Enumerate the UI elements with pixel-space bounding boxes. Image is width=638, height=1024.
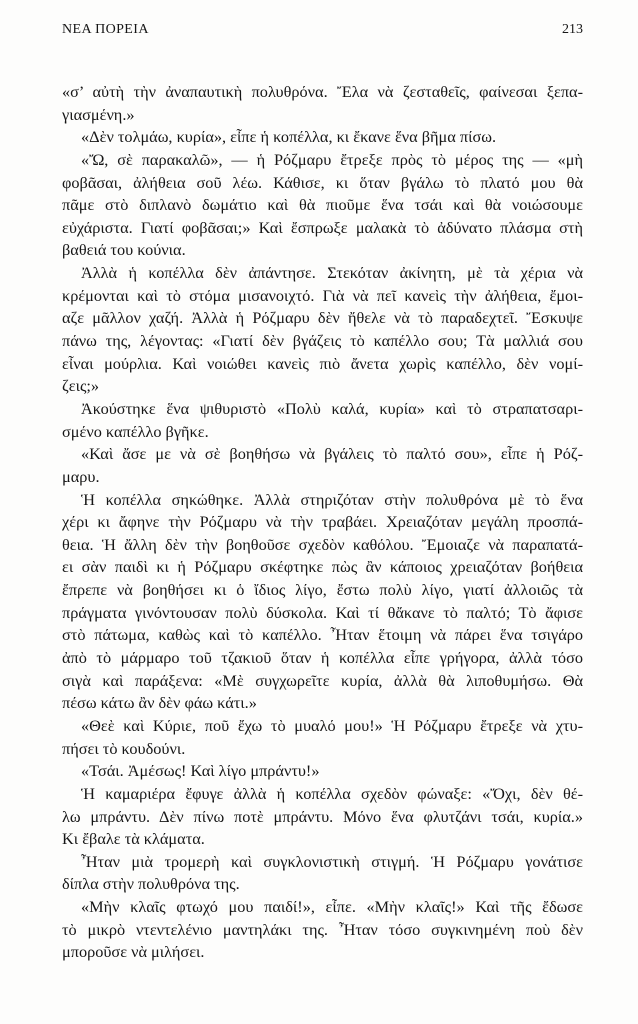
- text-line: «Δὲν τολμάω, κυρία», εἶπε ἡ κοπέλλα, κι ἔκανε ἕνα βῆμα πίσω.: [81, 127, 497, 147]
- paragraph: [62, 896, 583, 964]
- text-line: Ἀκούστηκε ἕνα ψιθυριστὸ «Πολὺ καλά, κυρία» καὶ τὸ στραπατσαρι-: [81, 398, 583, 418]
- text-line: μαρυ.: [62, 466, 100, 486]
- text-line: φοβᾶσαι, ἀλήθεια σοῦ λέω. Κάθισε, κι ὅταν βγάλω τὸ πλατό μου θὰ: [62, 172, 583, 192]
- text-line: «Καὶ ἄσε με νὰ σὲ βοηθήσω νὰ βγάλεις τὸ παλτό σου», εἶπε ἡ Ρόζ-: [81, 444, 583, 464]
- text-line: «σ’ αὐτὴ τὴν ἀναπαυτικὴ πολυθρόνα. Ἔλα νὰ ζεσταθεῖς, φαίνεσαι ξεπα-: [62, 82, 583, 101]
- text-line: «Μὴν κλαῖς φτωχό μου παιδί!», εἶπε. «Μὴν κλαῖς!» Καὶ τῆς ἔδωσε: [81, 897, 583, 917]
- paragraph: [62, 81, 583, 126]
- text-line: πᾶμε στὸ διπλανὸ δωμάτιο καὶ θὰ πιοῦμε ἕνα τσάι καὶ θὰ νοιώσουμε: [62, 195, 583, 215]
- text-line: Ἦταν μιὰ τρομερὴ καὶ συγκλονιστικὴ στιγμή. Ἡ Ρόζμαρυ γονάτισε: [81, 851, 583, 871]
- text-line: κρέμονται καὶ τὸ στόμα μισανοιχτό. Γιὰ νὰ πεῖ κανεὶς τὴν ἀλήθεια, ἔμοι-: [62, 285, 583, 305]
- text-line: ἔπρεπε νὰ βοηθήσει κι ὁ ἴδιος λίγο, ἔστω πολὺ λίγο, γιατί ἀλλοιῶς τὰ: [62, 580, 583, 600]
- paragraph: [62, 783, 583, 851]
- text-line: βαθειά του κούνια.: [62, 240, 186, 260]
- text-line: τὸ μικρὸ ντεντελένιο μαντηλάκι της. Ἦταν τόσο συγκινημένη ποὺ δὲν: [62, 919, 583, 939]
- text-line: ει σὰν παιδὶ κι ἡ Ρόζμαρυ σκέφτηκε πὼς ἂν κάποιος χρειαζόταν βοήθεια: [62, 557, 583, 577]
- text-line: πήσει τὸ κουδούνι.: [62, 738, 186, 758]
- paragraph: [62, 262, 583, 398]
- text-line: πέσω κάτω ἂν δὲν φάω κάτι.»: [62, 693, 257, 713]
- text-line: σιγὰ καὶ παράξενα: «Μὲ συγχωρεῖτε κυρία, ἀλλὰ θὰ λιποθυμήσω. Θὰ: [62, 670, 583, 690]
- running-head: [62, 20, 583, 40]
- text-line: «Ὤ, σὲ παρακαλῶ», — ἡ Ρόζμαρυ ἔτρεξε πρὸς τὸ μέρος της — «μὴ: [81, 149, 583, 169]
- text-line: γιασμένη.»: [62, 104, 135, 124]
- text-line: εἶναι μούρλια. Καὶ νοιώθει κανεὶς πιὸ ἄνετα χωρὶς καπέλλο, δὲν νομί-: [62, 353, 583, 373]
- paragraph: [62, 126, 583, 149]
- text-line: εὐχάριστα. Γιατί φοβᾶσαι;» Καὶ ἔσπρωξε μαλακὰ τὸ ἀδύνατο πλάσμα στὴ: [62, 217, 583, 237]
- page-number: 213: [562, 22, 583, 37]
- text-line: πάνω της, λέγοντας: «Γιατί δὲν βγάζεις τὸ καπέλλο σου; Τὰ μαλλιά σου: [62, 331, 583, 351]
- paragraph: [62, 851, 583, 896]
- text-line: σμένο καπέλλο βγῆκε.: [62, 421, 209, 441]
- text-line: αζε μᾶλλον χαζή. Ἀλλὰ ἡ Ρόζμαρυ δὲν ἤθελε νὰ τὸ παραδεχτεῖ. Ἔσκυψε: [62, 308, 583, 328]
- text-line: «Τσάι. Ἀμέσως! Καὶ λίγο μπράντυ!»: [81, 761, 320, 781]
- paragraph: [62, 489, 583, 715]
- paragraph: [62, 760, 583, 783]
- text-line: στὸ πάτωμα, καθὼς καὶ τὸ καπέλλο. Ἦταν ἕτοιμη νὰ πάρει ἕνα τσιγάρο: [62, 625, 583, 645]
- text-line: Ἀλλὰ ἡ κοπέλλα δὲν ἀπάντησε. Στεκόταν ἀκίνητη, μὲ τὰ χέρια νὰ: [81, 263, 583, 283]
- paragraph: [62, 398, 583, 443]
- text-line: Ἡ κοπέλλα σηκώθηκε. Ἀλλὰ στηριζόταν στὴν πολυθρόνα μὲ τὸ ἕνα: [81, 489, 583, 509]
- text-line: δίπλα στὴν πολυθρόνα της.: [62, 874, 240, 894]
- paragraph: [62, 149, 583, 262]
- text-line: ἀπὸ τὸ μάρμαρο τοῦ τζακιοῦ ὅταν ἡ κοπέλλα εἶπε γρήγορα, ἀλλὰ τόσο: [62, 648, 583, 668]
- text-line: χέρι κι ἄφηνε τὴν Ρόζμαρυ νὰ τὴν τραβάει. Χρειαζόταν μεγάλη προσπά-: [62, 512, 583, 532]
- text-line: Ἡ καμαριέρα ἔφυγε ἀλλὰ ἡ κοπέλλα σχεδὸν φώναξε: «Ὄχι, δὲν θέ-: [81, 783, 583, 803]
- text-line: θεια. Ἡ ἄλλη δὲν τὴν βοηθοῦσε σχεδὸν καθόλου. Ἔμοιαζε νὰ παραπατά-: [62, 534, 583, 554]
- text-line: Κι ἔβαλε τὰ κλάματα.: [62, 829, 205, 849]
- body-text: [62, 81, 583, 964]
- text-line: «Θεὲ καὶ Κύριε, ποῦ ἔχω τὸ μυαλό μου!» Ἡ Ρόζμαρυ ἔτρεξε νὰ χτυ-: [81, 715, 583, 735]
- text-line: πράγματα γινόντουσαν πολὺ δύσκολα. Καὶ τί θἄκανε τὸ παλτό; Τὸ ἄφισε: [62, 602, 583, 622]
- text-line: μποροῦσε νὰ μιλήσει.: [62, 942, 205, 962]
- text-line: ζεις;»: [62, 376, 100, 396]
- running-head-title: ΝΕΑ ΠΟΡΕΙΑ: [62, 22, 149, 37]
- paragraph: [62, 443, 583, 488]
- paragraph: [62, 715, 583, 760]
- text-line: λω μπράντυ. Δὲν πίνω ποτὲ μπράντυ. Μόνο ἕνα φλυτζάνι τσάι, κυρία.»: [62, 806, 583, 826]
